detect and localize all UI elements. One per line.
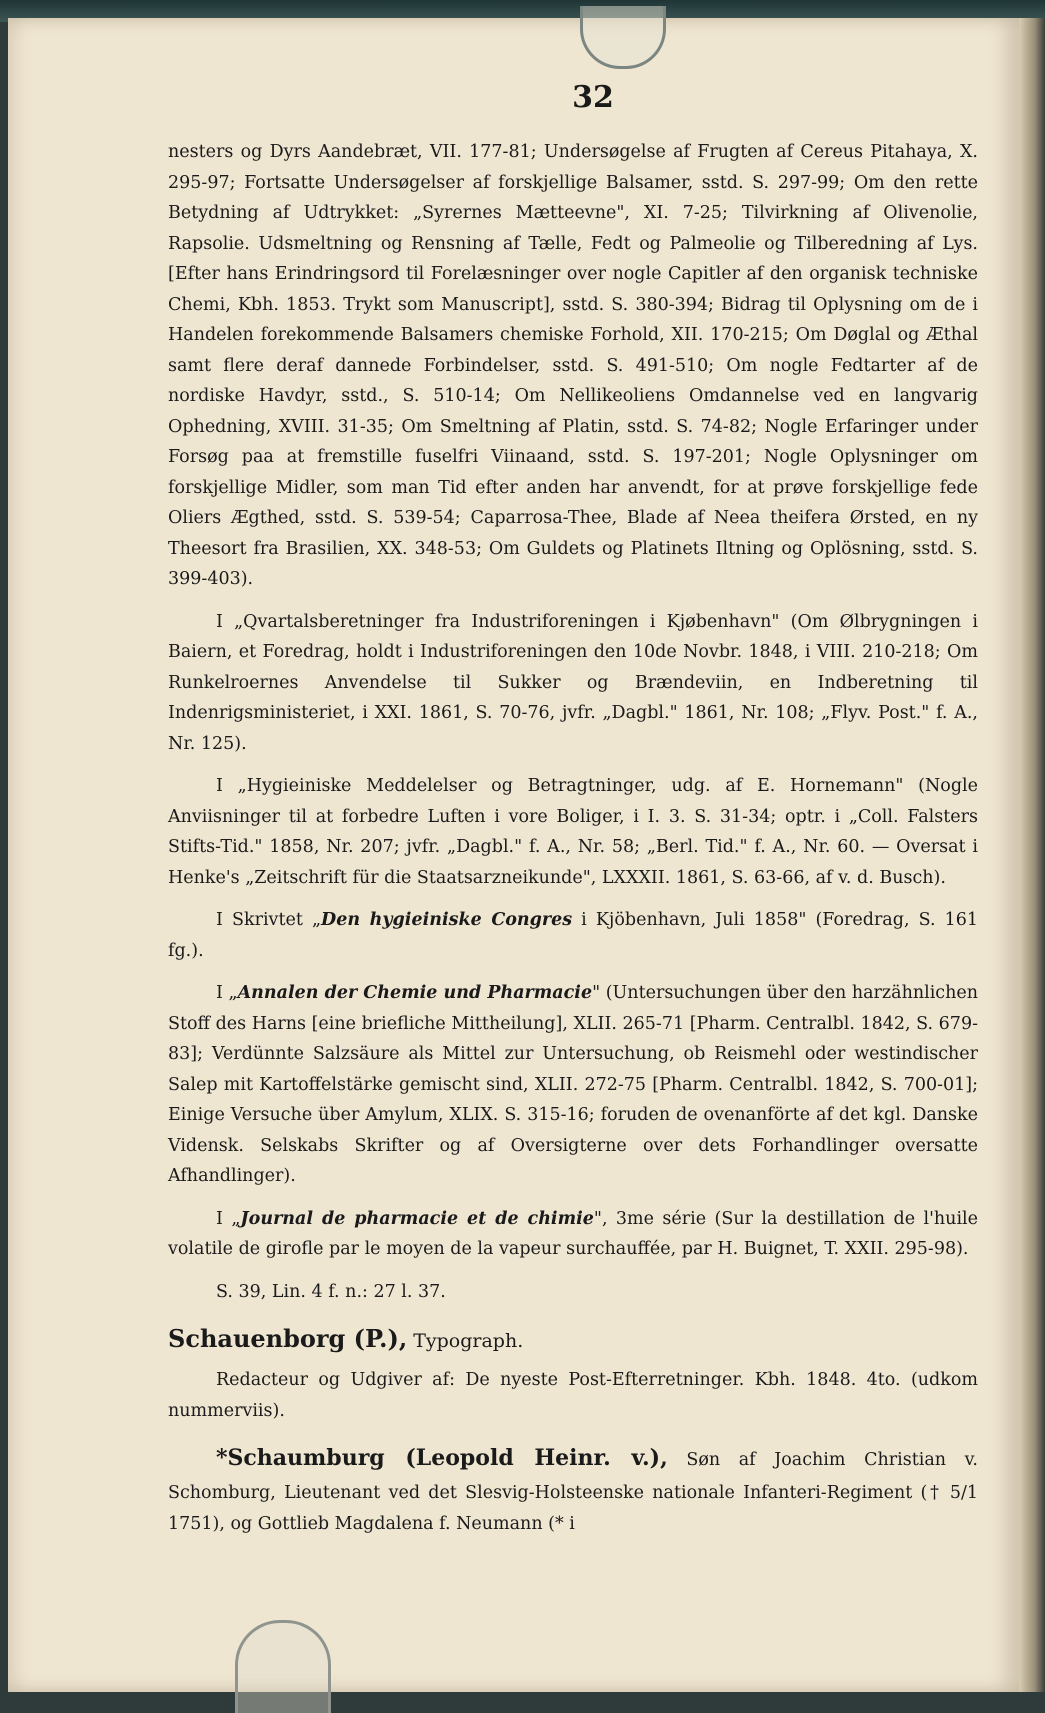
entry-body: Søn af Joachim Christian v. Schomburg, Lieutenant ved det Slesvig-Holsteenske nationale Infanteri-Regiment († 5/1 1751), og Gottlieb Magdalena f. Neumann (* i xyxy=(168,1450,978,1534)
entry-schaumburg xyxy=(168,1438,978,1539)
paragraph-correction: S. 39, Lin. 4 f. n.: 27 l. 37. xyxy=(216,1281,446,1302)
page-clip-bottom xyxy=(235,1620,331,1713)
entry-role: Typograph. xyxy=(407,1330,524,1352)
paragraph-qvartalsberetninger: I „Qvartalsberetninger fra Industriforeningen i Kjøbenhavn" (Om Ølbrygningen i Baiern, et Foredrag, holdt i Industriforeningen den 10de Novbr. 1848, i VIII. 210-218; Om Runkelroernes Anvendelse til Sukker og Brændeviin, en Indberetning til Indenrigsministeriet, i XXI. 1861, S. 70-76, jvfr. „Dagbl." 1861, Nr. 108; „Flyv. Post." f. A., Nr. 125). xyxy=(168,611,978,754)
text-suffix: " (Untersuchungen über den harzähnlichen Stoff des Harns [eine briefliche Mittheilung], XLII. 265-71 [Pharm. Centralbl. 1842, S. 679-83]; Verdünnte Salzsäure als Mittel zur Untersuchung, ob Reismehl oder westindischer Salep mit Kartoffelstärke gemischt sind, XLII. 272-75 [Pharm. Centralbl. 1842, S. 700-01]; Einige Versuche über Amylum, XLIX. S. 315-16; foruden de ovenanförte af det kgl. Danske Vidensk. Selskabs Skrifter og af Oversigterne over dets Forhandlinger oversatte Afhandlinger). xyxy=(168,983,979,1186)
book-spine-shadow xyxy=(1019,18,1045,1692)
paragraph-annalen xyxy=(168,978,978,1192)
paragraph-publications-continued: nesters og Dyrs Aandebræt, VII. 177-81; Undersøgelse af Frugten af Cereus Pitahaya, X. 295-97; Fortsatte Undersøgelser af forskjellige Balsamer, sstd. S. 297-99; Om den rette Betydning af Udtrykket: „Syrernes Mætteevne", XI. 7-25; Tilvirkning af Olivenolie, Rapsolie. Udsmeltning og Rensning af Tælle, Fedt og Palmeolie og Tilberedning af Lys. [Efter hans Erindringsord til Forelæsninger over nogle Capitler af den organisk techniske Chemi, Kbh. 1853. Trykt som Manuscript], sstd. S. 380-394; Bidrag til Oplysning om de i Handelen forekommende Balsamers chemiske Forhold, XII. 170-215; Om Døglal og Æthal samt flere deraf dannede Forbindelser, sstd. S. 491-510; Om nogle Fedtarter af de nordiske Havdyr, sstd., S. 510-14; Om Nellikeoliens Omdannelse ved en langvarig Ophedning, XVIII. 31-35; Om Smeltning af Platin, sstd. S. 74-82; Nogle Erfaringer under Forsøg paa at fremstille fuselfri Viinaand, sstd. S. 197-201; Nogle Oplysninger om forskjellige Midler, som man Tid efter anden har anvendt, for at prøve forskjellige fede Oliers Ægthed, sstd. S. 539-54; Caparrosa-Thee, Blade af Neea theifera Ørsted, en ny Theesort fra Brasilien, XX. 348-53; Om Guldets og Platinets Iltning og Oplösning, sstd. S. 399-403). xyxy=(168,142,978,589)
text-prefix: I „ xyxy=(216,983,238,1003)
entry-heading-schauenborg xyxy=(168,1319,978,1361)
paragraph-hygieiniske: I „Hygieiniske Meddelelser og Betragtninger, udg. af E. Hornemann" (Nogle Anviisninger til at forbedre Luften i vore Boliger, i I. 3. S. 31-34; optr. i „Coll. Falsters Stifts-Tid." 1858, Nr. 207; jvfr. „Dagbl." f. A., Nr. 58; „Berl. Tid." f. A., Nr. 60. — Oversat i Henke's „Zeitschrift für die Staatsarzneikunde", LXXXII. 1861, S. 63-66, af v. d. Busch). xyxy=(168,776,978,888)
text-prefix: I Skrivtet „ xyxy=(216,910,322,930)
entry-name: *Schaumburg (Leopold Heinr. v.), xyxy=(216,1445,668,1471)
italic-title: Den hygieiniske Congres xyxy=(321,910,573,930)
text-suffix: ", 3me série (Sur la destillation de l'huile volatile de girofle par le moyen de la vapeur surchauffée, par H. Buignet, T. XXII. 295-98). xyxy=(168,1208,978,1259)
italic-title: Journal de pharmacie et de chimie xyxy=(240,1208,594,1229)
paragraph-congres xyxy=(168,905,978,966)
italic-title: Annalen der Chemie und Pharmacie xyxy=(237,983,593,1003)
entry-body-schauenborg: Redacteur og Udgiver af: De nyeste Post-Efterretninger. Kbh. 1848. 4to. (udkom nummerviis). xyxy=(168,1370,978,1421)
text-prefix: I „ xyxy=(216,1208,241,1229)
page-number: 32 xyxy=(572,80,614,115)
text-suffix: i Kjöbenhavn, Juli 1858" (Foredrag, S. 161 fg.). xyxy=(168,910,979,961)
paragraph-journal xyxy=(168,1204,978,1265)
page-content xyxy=(168,80,978,1551)
entry-name: Schauenborg (P.), xyxy=(168,1324,408,1353)
